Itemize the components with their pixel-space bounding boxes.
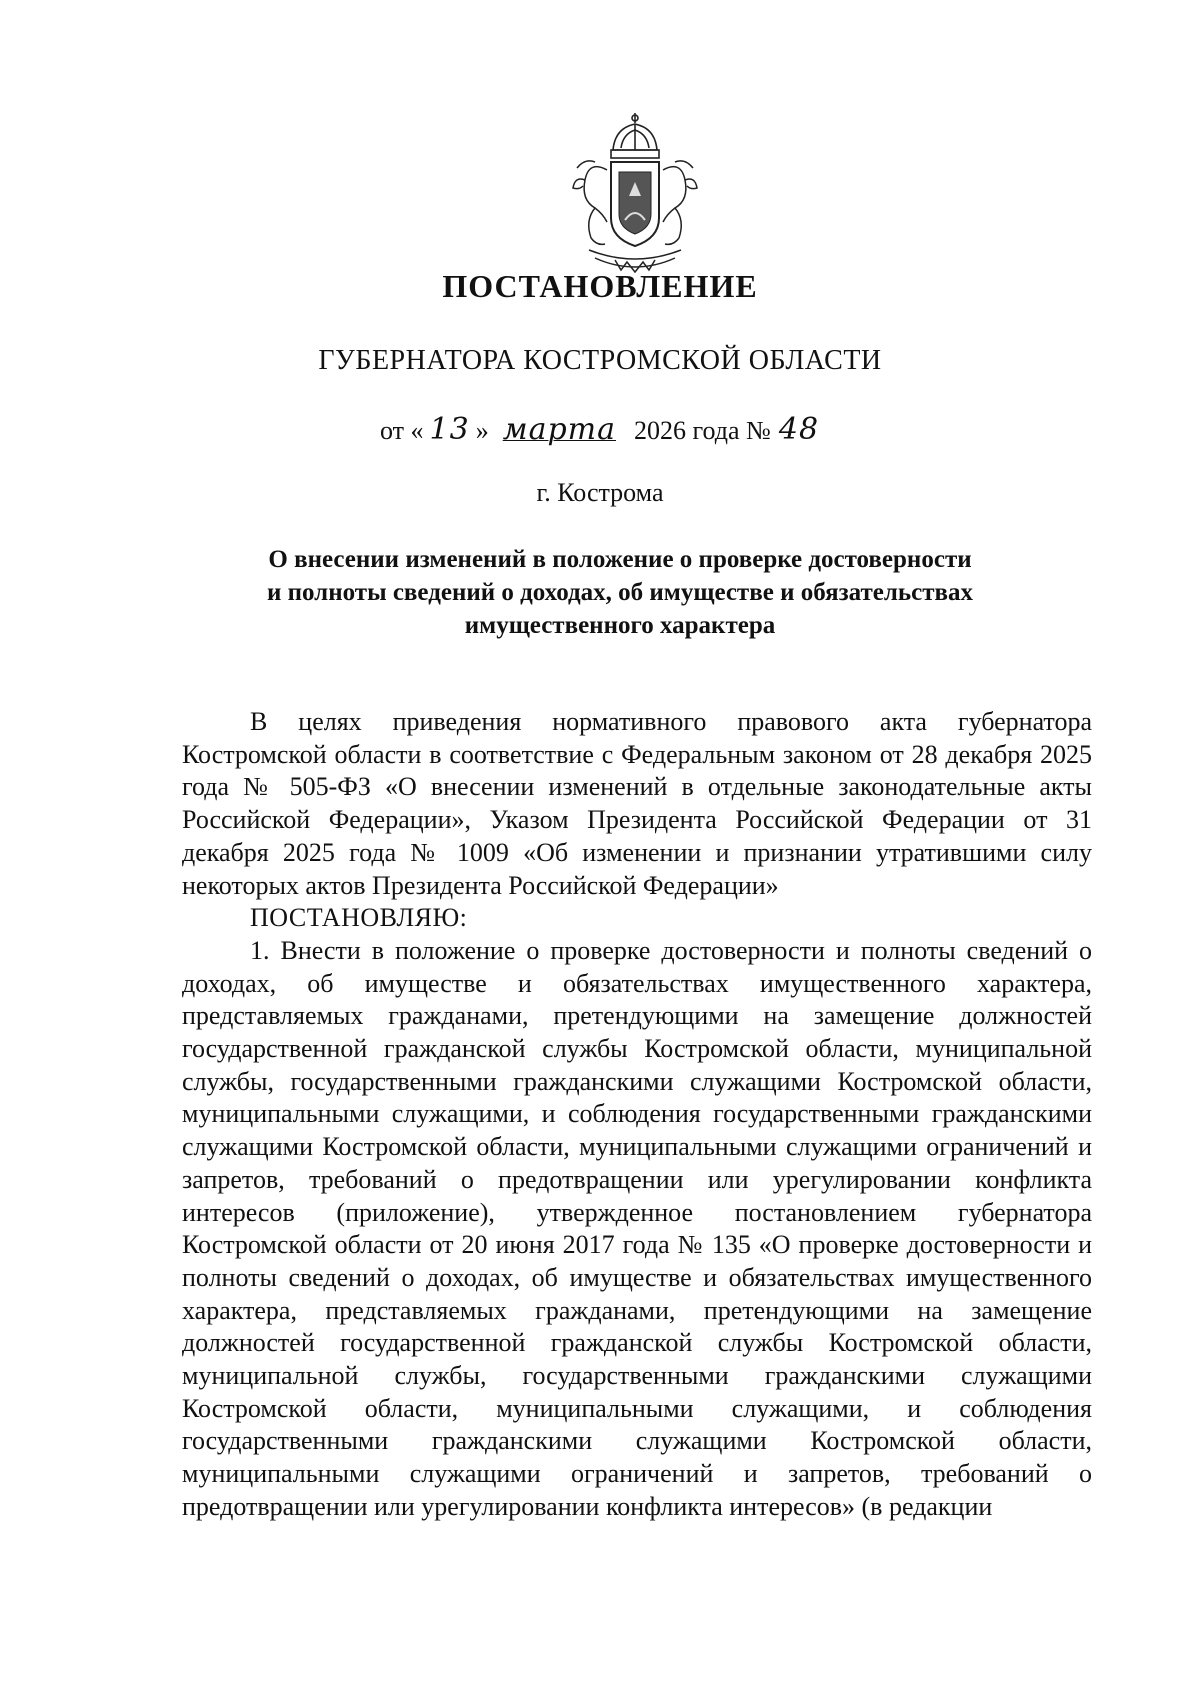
date-prefix: от « bbox=[380, 416, 424, 445]
date-month: марта bbox=[502, 412, 617, 447]
document-body bbox=[182, 706, 1092, 1524]
date-year-text: 2026 года № bbox=[634, 416, 771, 445]
date-number-line bbox=[380, 412, 819, 447]
preamble-paragraph: В целях приведения нормативного правового акта губернатора Костромской области в соответствие с Федеральным законом от 28 декабря 2025 года № 505-ФЗ «О внесении изменений в отдельные законодательные акты Российской Федерации», Указом Президента Российской Федерации от 31 декабря 2025 года № 1009 «Об изменении и признании утратившими силу некоторых актов Президента Российской Федерации» bbox=[182, 707, 1092, 900]
city-line: г. Кострома bbox=[536, 478, 664, 507]
decree-word: ПОСТАНОВЛЯЮ: bbox=[250, 903, 468, 933]
item-1-paragraph: 1. Внести в положение о проверке достоверности и полноты сведений о доходах, об имуществе и обязательствах имущественного характера, представляемых гражданами, претендующими на замещение должностей государственной гражданской службы Костромской области, муниципальной службы, государственными гражданскими служащими Костромской области, муниципальными служащими, и соблюдения государственными гражданскими служащими Костромской области, муниципальными служащими ограничений и запретов, требований о предотвращении или урегулировании конфликта интересов (приложение), утвержденное постановлением губернатора Костромской области от 20 июня 2017 года № 135 «О проверке достоверности и полноты сведений о доходах, об имуществе и обязательствах имущественного характера, представляемых гражданами, претендующими на замещение должностей государственной гражданской службы Костромской области, муниципальной службы, государственными гражданскими служащими Костромской области, муниципальными служащими, и соблюдения государственными гражданскими служащими Костромской области, муниципальными служащими ограничений и запретов, требований о предотвращении или урегулировании конфликта интересов» (в редакции bbox=[182, 935, 1092, 1521]
coat-of-arms-emblem bbox=[555, 110, 715, 280]
subject-line: О внесении изменений в положение о проверке достоверности bbox=[268, 546, 972, 573]
document-subject bbox=[200, 543, 1040, 642]
subject-line: имущественного характера bbox=[464, 612, 776, 639]
document-type-title: ПОСТАНОВЛЕНИЕ bbox=[442, 268, 758, 304]
date-day: 13 bbox=[429, 412, 470, 447]
subject-line: и полноты сведений о доходах, об имуществе и обязательствах bbox=[266, 579, 974, 606]
document-number: 48 bbox=[778, 412, 820, 447]
issuer-line: ГУБЕРНАТОРА КОСТРОМСКОЙ ОБЛАСТИ bbox=[318, 345, 882, 376]
date-day-close: » bbox=[475, 416, 489, 445]
